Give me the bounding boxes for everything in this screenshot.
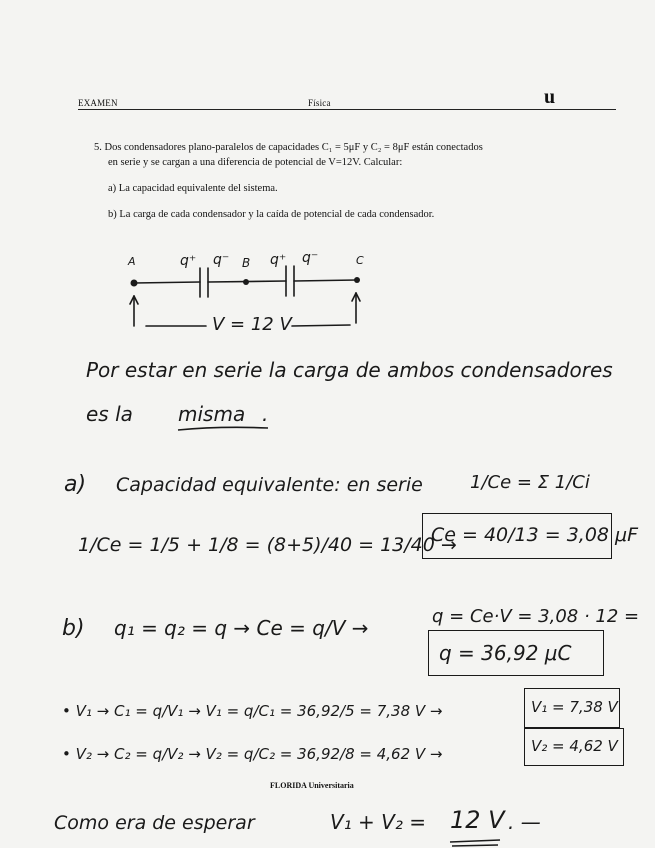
part-a-text: Capacidad equivalente: en serie [116,474,423,496]
voltage-label: V = 12 V [212,314,292,335]
problem-part-b: b) La carga de cada condensador y la caída de potencial de cada condensador. [108,209,435,220]
node-a-label: A [128,255,136,268]
header-exam-label: EXAMEN [78,98,118,108]
node-c-dot [354,277,360,283]
wire-c2-c [294,280,357,281]
problem-statement-line1: 5. Dos condensadores plano-paralelos de capacidades C₁ = 5μF y C₂ = 8μF están conectados [94,142,483,153]
university-logo: u [544,86,556,108]
node-b-label: B [242,256,251,270]
intro-line1: Por estar en serie la carga de ambos condensadores [86,358,613,382]
q-plus-2-label: q⁺ [270,252,287,268]
header-subject: Física [308,98,331,108]
part-b-result: q = 36,92 μC [439,641,572,665]
node-b-dot [243,279,249,285]
v2-result-box [524,728,624,766]
wire-a-c1 [134,282,200,283]
v1-result-box [524,688,620,728]
problem-statement-line2: en serie y se cargan a una diferencia de potencial de V=12V. Calcular: [108,157,403,168]
underline-misma [178,427,268,430]
final-post: . — [508,810,541,834]
final-value: 12 V [450,806,505,834]
v2-result: V₂ = 4,62 V [531,737,618,755]
part-a-label: a) [64,472,87,497]
intro-line2-pre: es la [86,402,133,426]
part-b-text: q₁ = q₂ = q → Ce = q/V → [114,616,369,640]
voltage-line-right [292,325,350,326]
final-text: Como era de esperar [54,812,255,834]
part-a-result: Ce = 40/13 = 3,08 μF [431,524,639,546]
q-minus-2-label: q⁻ [302,250,319,266]
final-sum: V₁ + V₂ = [330,810,426,834]
underline-final-1 [450,840,500,842]
v2-line: • V₂ → C₂ = q/V₂ → V₂ = q/C₂ = 36,92/8 = 4,62 V → [62,745,443,763]
footer-institution: FLORIDA Universitaria [270,781,354,790]
v1-line: • V₁ → C₁ = q/V₁ → V₁ = q/C₁ = 36,92/5 = 7,38 V → [62,702,443,720]
underline-final-2 [452,845,498,846]
problem-part-a: a) La capacidad equivalente del sistema. [108,183,278,194]
part-b-label: b) [62,616,85,641]
intro-line2-emph: misma [178,402,246,426]
part-a-calc: 1/Ce = 1/5 + 1/8 = (8+5)/40 = 13/40 → [78,534,457,556]
q-minus-1-label: q⁻ [213,252,230,268]
node-a-dot [131,280,138,287]
part-b-calc: q = Ce·V = 3,08 · 12 = [432,606,640,627]
v1-result: V₁ = 7,38 V [531,698,618,716]
intro-line2-post: . [262,402,269,426]
part-a-result-box [422,513,639,559]
node-c-label: C [356,254,364,267]
q-plus-1-label: q⁺ [180,253,197,269]
part-a-formula: 1/Ce = Σ 1/Ci [470,472,590,493]
part-b-result-box [428,630,604,676]
